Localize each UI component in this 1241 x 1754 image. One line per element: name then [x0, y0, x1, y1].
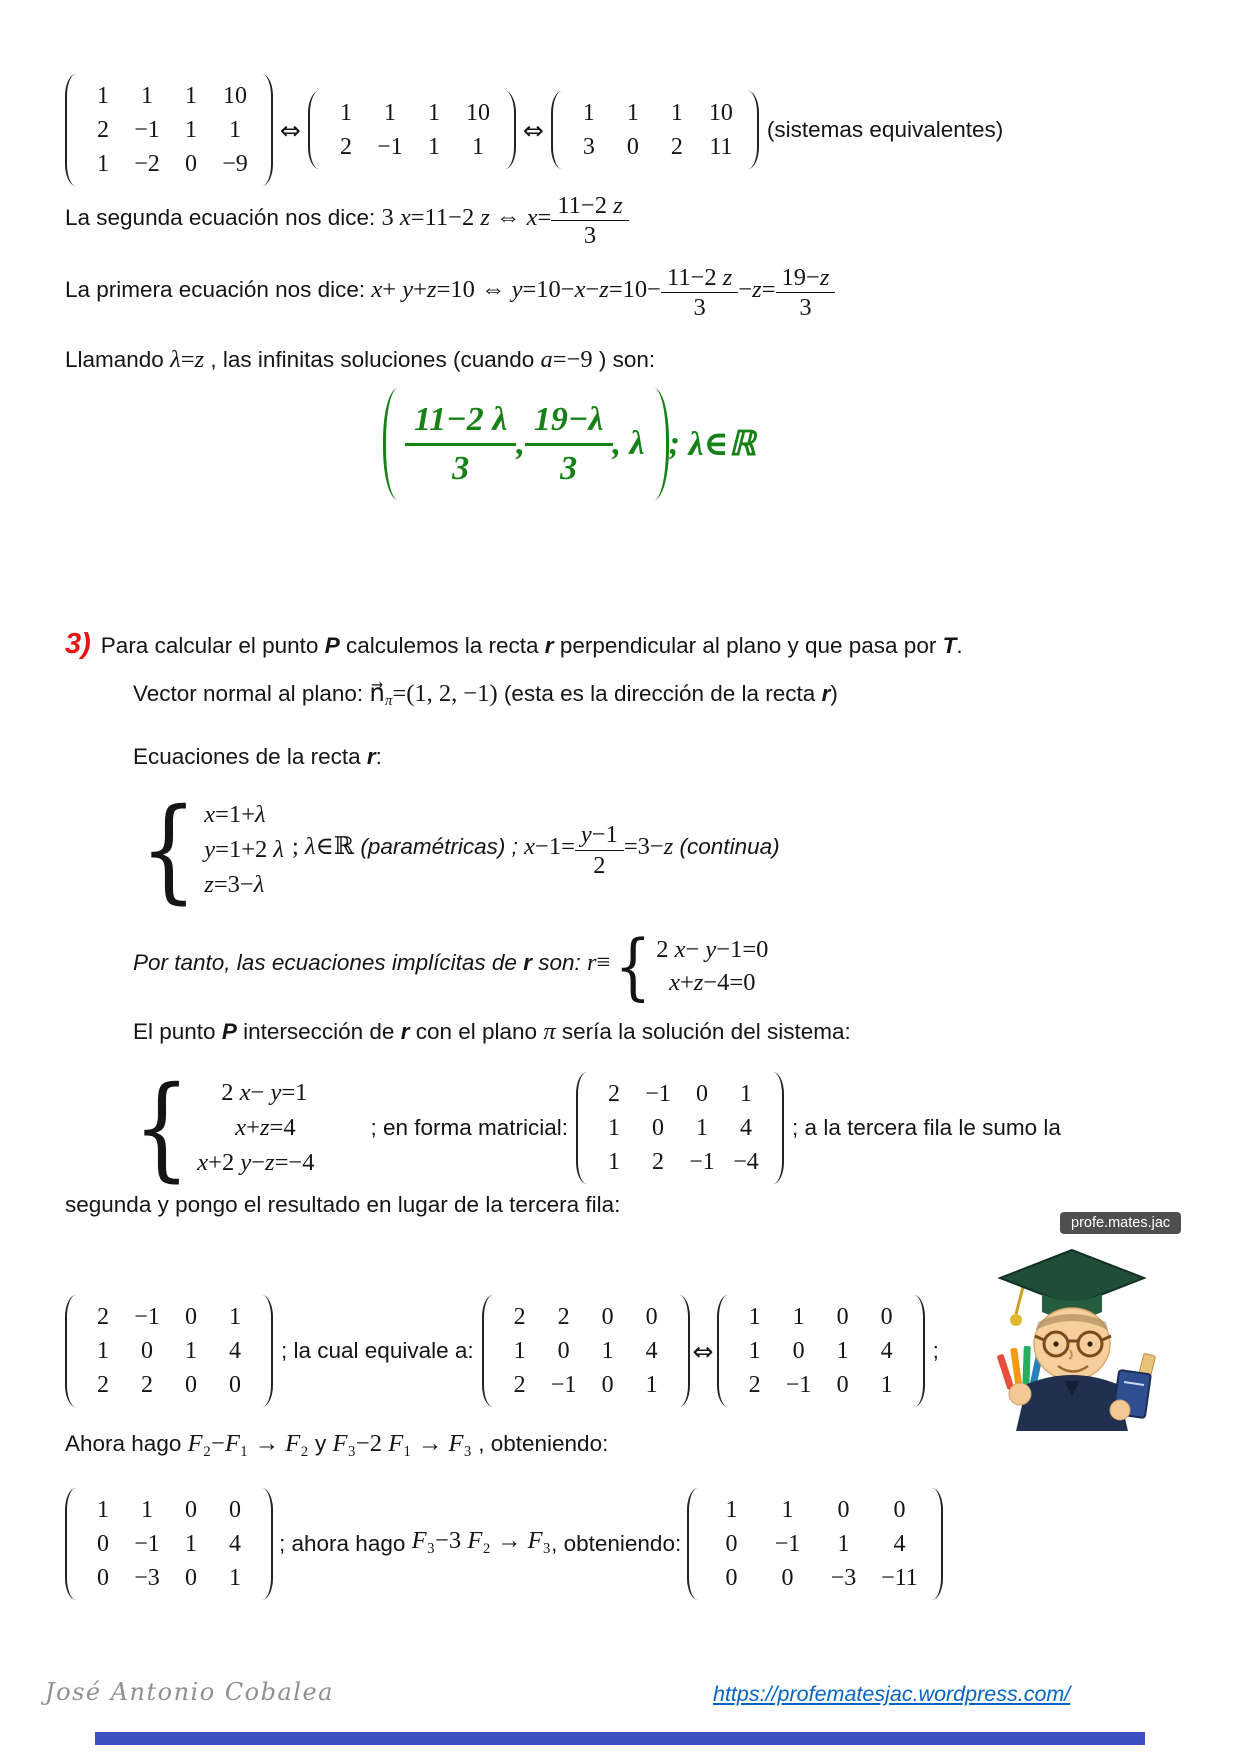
matrix-cell: −1 — [134, 1304, 160, 1330]
matrix-row — [498, 1334, 674, 1368]
matrix-cell: 2 — [513, 1372, 526, 1398]
matrix-cell: −9 — [222, 151, 248, 177]
left-brace: { — [614, 924, 652, 1008]
matrix-paren-left — [65, 1295, 78, 1407]
matrix-row — [81, 1493, 257, 1527]
matrix-cell: 0 — [97, 1531, 109, 1557]
equation: 3 x=11−2 z ⇔ x= — [381, 204, 552, 232]
fraction-numerator: 11−2 z — [661, 264, 738, 293]
matrix-row — [592, 1077, 768, 1111]
matrix-cell: 1 — [427, 134, 440, 160]
matrix-cell: 1 — [748, 1304, 761, 1330]
matrix-cell: 4 — [229, 1338, 241, 1364]
text: Ahora hago — [65, 1431, 188, 1456]
text: (esta es la dirección de la recta — [497, 681, 822, 706]
matrix-row — [733, 1368, 909, 1402]
equation: x+2 y−z=−4 — [197, 1149, 315, 1176]
text: ) son: — [592, 347, 656, 372]
equation: a=−9 — [540, 346, 593, 373]
line-segunda-pongo: segunda y pongo el resultado en lugar de la tercera fila: — [65, 1192, 621, 1217]
matrix-cell: 0 — [185, 1565, 197, 1591]
fraction-numerator: 19−λ — [525, 400, 613, 446]
matrix-cell: 0 — [781, 1565, 794, 1591]
text: , obteniendo: — [551, 1531, 688, 1556]
matrix-cell: −1 — [774, 1531, 801, 1557]
lambda-in-r: λ∈ℝ — [304, 833, 355, 861]
matrix-cell: 10 — [708, 100, 733, 126]
matrix-cell: 0 — [141, 1338, 153, 1364]
equation-z: z=3−λ — [204, 871, 265, 898]
fraction — [551, 192, 628, 250]
fraction-numerator: 11−2 λ — [405, 400, 516, 446]
matrix-cell: 2 — [608, 1081, 621, 1107]
text: Para calcular el punto — [100, 633, 325, 658]
equation-x: x=1+λ — [204, 801, 266, 828]
line-r: r — [821, 681, 831, 706]
point-T: T — [942, 633, 957, 658]
matrix-row — [324, 96, 500, 130]
fraction-numerator: 19−z — [776, 264, 836, 293]
label: La segunda ecuación nos dice: — [65, 205, 382, 231]
matrix-cell: 1 — [836, 1338, 849, 1364]
matrix-cell: 1 — [626, 100, 639, 126]
matrix-paren-left — [551, 91, 564, 169]
matrix-3x4 — [65, 1295, 273, 1407]
matrix-cell: 1 — [185, 1531, 197, 1557]
matrix-row — [733, 1334, 909, 1368]
text: , obteniendo: — [471, 1431, 609, 1456]
matrix-row — [81, 147, 257, 181]
matrix-cell: 1 — [670, 100, 683, 126]
solution-formula — [383, 388, 756, 500]
implicit-equations-block — [133, 924, 769, 1008]
matrix-cell: 1 — [97, 1497, 109, 1523]
matrix-paren-right — [746, 91, 759, 169]
matrix-cell: −3 — [134, 1565, 160, 1591]
matrix-cell: 1 — [582, 100, 595, 126]
matrix-row — [81, 1368, 257, 1402]
matrix-cell: 0 — [601, 1304, 614, 1330]
matrix-paren-right — [930, 1488, 943, 1600]
matrix-paren-left — [717, 1295, 730, 1407]
equivalence-arrow-icon: ⇔ — [522, 115, 544, 145]
text: ; ahora hago — [279, 1531, 412, 1556]
matrix-3x4 — [65, 74, 273, 186]
matrix-cell: −4 — [733, 1149, 759, 1175]
matrix-cell: −1 — [377, 134, 403, 160]
matrix-3x4 — [687, 1488, 943, 1600]
matrix-cell: 1 — [97, 1338, 109, 1364]
matrix-cell: 0 — [725, 1565, 738, 1591]
fraction — [405, 400, 516, 488]
matrix-cell: 1 — [427, 100, 440, 126]
text: y — [308, 1431, 333, 1456]
matrix-cell: −1 — [689, 1149, 715, 1175]
equation: x−1= — [524, 833, 575, 861]
matrix-cell: 1 — [725, 1497, 738, 1523]
matrix-cell: 1 — [748, 1338, 761, 1364]
hand-left — [1009, 1383, 1031, 1405]
row-operation: F₂−F₁ → F₂ — [187, 1430, 309, 1457]
matrix-paren-right — [260, 74, 273, 186]
r-identity: r≡ — [587, 949, 611, 977]
matrix-cell: 2 — [141, 1372, 153, 1398]
left-brace: { — [133, 1063, 191, 1193]
lambda-term: , λ — [612, 425, 645, 462]
text: El punto — [133, 1019, 222, 1044]
matrix-paren-left — [687, 1488, 700, 1600]
fraction — [776, 264, 836, 322]
matrix-cell: 2 — [97, 1304, 109, 1330]
equation: =3−z — [623, 833, 674, 861]
fraction-denominator: 2 — [593, 851, 606, 879]
matrix-paren-left — [482, 1295, 495, 1407]
matrix-cell: 2 — [652, 1149, 665, 1175]
matrix-row — [81, 113, 257, 147]
matrix-cell: 1 — [229, 117, 241, 143]
matrix-cell: 0 — [792, 1338, 805, 1364]
matrix-paren-left — [576, 1072, 589, 1184]
body — [1016, 1375, 1128, 1431]
matrix-3x4 — [576, 1072, 784, 1184]
section-number: 3) — [65, 628, 91, 660]
left-brace: { — [140, 785, 198, 915]
teacher-avatar-illustration — [972, 1236, 1172, 1431]
matrix-cell: 1 — [97, 83, 109, 109]
matrix-row — [592, 1145, 768, 1179]
text: Llamando — [65, 347, 171, 372]
equivalent-systems-row — [65, 74, 1003, 186]
matrix-cell: 3 — [582, 134, 595, 160]
matrix-cell: 1 — [696, 1115, 709, 1141]
semicolon: ; — [292, 833, 305, 861]
text: sería la solución del sistema: — [555, 1019, 851, 1044]
matrix-cell: 0 — [893, 1497, 906, 1523]
matrix-cell: 1 — [185, 83, 197, 109]
matrix-cell: 11 — [709, 134, 733, 160]
matrix-cell: 1 — [185, 117, 197, 143]
matrix-cell: 2 — [670, 134, 683, 160]
equation: x+ y+z=10 ⇔ y=10−x−z=10− — [371, 276, 661, 304]
matrix-cell: 1 — [601, 1338, 614, 1364]
system-lines — [197, 1079, 314, 1177]
matrix-cell: 0 — [185, 1497, 197, 1523]
line-r: r — [544, 633, 554, 658]
matrix-row — [703, 1527, 927, 1561]
note-sistemas-equivalentes: (sistemas equivalentes) — [766, 117, 1004, 142]
parametric-lines — [204, 801, 284, 899]
point-P: P — [221, 1019, 237, 1044]
matrix-cell: 1 — [880, 1372, 893, 1398]
matrix-cell: −1 — [134, 1531, 160, 1557]
matrix-cell: 1 — [645, 1372, 658, 1398]
matrix-cell: 0 — [185, 151, 197, 177]
line-r: r — [366, 744, 376, 769]
matrix-cell: −3 — [830, 1565, 857, 1591]
vector-n: n⃗ — [369, 680, 385, 707]
parametric-equations-block — [133, 785, 780, 915]
matrix-cell: 1 — [141, 1497, 153, 1523]
matrix-cell: −1 — [134, 117, 160, 143]
matrix-cell: 4 — [645, 1338, 658, 1364]
matrix-cell: −1 — [550, 1372, 577, 1398]
matrix-row — [498, 1300, 674, 1334]
final-matrices-row — [65, 1488, 943, 1600]
matrix-cell: 1 — [781, 1497, 794, 1523]
matrix-cell: 0 — [836, 1372, 849, 1398]
label: Vector normal al plano: — [133, 681, 370, 706]
matrix-cell: 4 — [229, 1531, 241, 1557]
text-la-cual-equivale: ; la cual equivale a: — [281, 1338, 474, 1363]
matrix-cell: 2 — [557, 1304, 570, 1330]
matrix-row — [567, 130, 743, 164]
matrix-cell: 1 — [383, 100, 396, 126]
matrix-cell: 0 — [97, 1565, 109, 1591]
matrix-cell: 0 — [696, 1081, 709, 1107]
watermark-badge: profe.mates.jac — [1060, 1212, 1181, 1234]
matrix-2x4 — [551, 91, 759, 169]
note-parametricas: (paramétricas) ; — [354, 834, 525, 860]
matrix-row — [733, 1300, 909, 1334]
fraction — [575, 821, 624, 879]
equation-y: y=1+2 λ — [204, 836, 285, 863]
matrix-cell: 2 — [513, 1304, 526, 1330]
matrix-2x4 — [308, 91, 516, 169]
line-vector-normal — [133, 678, 838, 710]
implicit-lines — [656, 936, 768, 997]
line-punto-p — [133, 1018, 851, 1046]
text: Ecuaciones de la recta — [133, 744, 367, 769]
text: Por tanto, las ecuaciones implícitas de — [133, 950, 524, 976]
paren-left — [383, 388, 401, 500]
fraction-denominator: 3 — [583, 222, 597, 250]
matrix-cell: 2 — [339, 134, 352, 160]
vector-subscript: π — [384, 693, 393, 710]
text: perpendicular al plano y que pasa por — [553, 633, 943, 658]
matrix-cell: 1 — [837, 1531, 850, 1557]
matrix-cell: 2 — [97, 1372, 109, 1398]
matrix-row — [567, 96, 743, 130]
matrix-cell: 1 — [792, 1304, 805, 1330]
equivalence-arrow-icon: ⇔ — [692, 1336, 714, 1366]
matrix-cell: 1 — [229, 1565, 241, 1591]
matrix-cell: 0 — [725, 1531, 738, 1557]
text: son: — [531, 950, 587, 976]
text-tercera-fila: ; a la tercera fila le sumo la — [792, 1115, 1061, 1140]
matrix-cell: 4 — [893, 1531, 906, 1557]
equation: x+z−4=0 — [669, 968, 756, 996]
matrix-paren-right — [260, 1295, 273, 1407]
matrix-cell: 10 — [465, 100, 490, 126]
matrix-cell: 1 — [141, 83, 153, 109]
matrix-cell: 1 — [471, 134, 484, 160]
matrix-cell: 1 — [229, 1304, 241, 1330]
matrix-paren-right — [912, 1295, 925, 1407]
matrix-paren-right — [677, 1295, 690, 1407]
matrix-cell: 1 — [185, 1338, 197, 1364]
matrix-row — [324, 130, 500, 164]
comma: , — [516, 425, 525, 462]
matrix-cell: 1 — [339, 100, 352, 126]
line-primera-ecuacion — [65, 264, 835, 322]
matrix-cell: 0 — [880, 1304, 893, 1330]
equation: 2 x− y=1 — [221, 1079, 308, 1106]
line-r: r — [523, 950, 532, 976]
matrix-paren-right — [503, 91, 516, 169]
fraction-denominator: 3 — [452, 450, 470, 487]
matrix-3x4 — [482, 1295, 690, 1407]
matrix-paren-left — [308, 91, 321, 169]
fraction-denominator: 3 — [693, 294, 706, 322]
matrix-cell: 0 — [837, 1497, 850, 1523]
matrix-cell: 1 — [608, 1115, 621, 1141]
matrix-cell: −2 — [134, 151, 160, 177]
matrix-cell: 1 — [513, 1338, 526, 1364]
matrix-cell: 0 — [645, 1304, 658, 1330]
matrix-row — [498, 1368, 674, 1402]
text: ) — [830, 681, 838, 706]
text-en-forma-matricial: ; en forma matricial: — [370, 1115, 569, 1140]
author-signature: José Antonio Cobalea — [45, 1678, 334, 1706]
text: . — [956, 633, 963, 658]
equation: −z= — [738, 276, 776, 304]
matrix-row — [81, 79, 257, 113]
matrix-cell: 0 — [185, 1372, 197, 1398]
row-operation: F₃−3 F₂ → F₃ — [411, 1527, 552, 1555]
footer-blue-bar — [95, 1732, 1145, 1745]
matrix-cell: 0 — [185, 1304, 197, 1330]
line-r: r — [400, 1019, 410, 1044]
matrix-cell: 0 — [557, 1338, 570, 1364]
matrix-row — [81, 1300, 257, 1334]
matrix-row — [81, 1334, 257, 1368]
line-ecuaciones-recta — [133, 744, 382, 770]
text: , las infinitas soluciones (cuando — [204, 347, 541, 372]
section-3-heading — [65, 628, 963, 661]
matrix-cell: 0 — [601, 1372, 614, 1398]
fraction-denominator: 3 — [799, 294, 812, 322]
line-segunda-ecuacion — [65, 192, 629, 250]
line-ahora-hago — [65, 1430, 608, 1458]
matrix-cell: 0 — [229, 1372, 241, 1398]
matrix-cell: 2 — [748, 1372, 761, 1398]
matrix-cell: 4 — [880, 1338, 893, 1364]
semicolon: ; — [932, 1338, 939, 1363]
system-matrix-block — [126, 1063, 1061, 1193]
point-P: P — [324, 633, 340, 658]
fraction — [525, 400, 613, 488]
matrix-paren-left — [65, 74, 78, 186]
matrix-cell: 0 — [652, 1115, 665, 1141]
fraction-numerator: y−1 — [575, 821, 624, 850]
equation: λ=z — [170, 346, 205, 373]
matrix-cell: −1 — [645, 1081, 671, 1107]
matrix-row — [81, 1561, 257, 1595]
plane-pi: π — [543, 1018, 556, 1045]
matrix-paren-right — [771, 1072, 784, 1184]
row-reduction-matrices — [65, 1295, 939, 1407]
fraction-denominator: 3 — [560, 450, 578, 487]
line-llamando — [65, 346, 655, 374]
matrix-3x4 — [65, 1488, 273, 1600]
text: con el plano — [409, 1019, 544, 1044]
row-operation: F₃−2 F₁ → F₃ — [332, 1430, 472, 1457]
semicolon: ; — [668, 425, 689, 462]
footer-link[interactable]: https://profematesjac.wordpress.com/ — [713, 1682, 1071, 1706]
matrix-cell: 1 — [608, 1149, 621, 1175]
matrix-cell: 4 — [740, 1115, 753, 1141]
matrix-cell: 10 — [223, 83, 247, 109]
matrix-row — [703, 1493, 927, 1527]
equivalence-arrow-icon: ⇔ — [280, 115, 301, 145]
matrix-row — [592, 1111, 768, 1145]
matrix-row — [81, 1527, 257, 1561]
matrix-cell: −11 — [881, 1565, 918, 1591]
matrix-cell: 0 — [836, 1304, 849, 1330]
matrix-cell: 1 — [97, 151, 109, 177]
matrix-paren-left — [65, 1488, 78, 1600]
matrix-cell: 2 — [97, 117, 109, 143]
text: intersección de — [236, 1019, 401, 1044]
note-continua: (continua) — [673, 834, 780, 860]
equation: x+z=4 — [235, 1114, 296, 1141]
matrix-cell: 0 — [229, 1497, 241, 1523]
matrix-3x4 — [717, 1295, 925, 1407]
paren-right — [651, 388, 669, 500]
label: La primera ecuación nos dice: — [65, 277, 372, 303]
text: : — [375, 744, 382, 769]
equation: 2 x− y−1=0 — [656, 935, 769, 963]
matrix-cell: 0 — [626, 134, 639, 160]
matrix-paren-right — [260, 1488, 273, 1600]
matrix-cell: −1 — [785, 1372, 812, 1398]
matrix-row — [703, 1561, 927, 1595]
fraction — [661, 264, 738, 322]
lambda-in-r: λ∈ℝ — [688, 426, 756, 463]
notebook-icon — [1110, 1353, 1156, 1420]
fraction-numerator: 11−2 z — [551, 192, 628, 221]
equation: =(1, 2, −1) — [392, 680, 498, 707]
eye-right — [1087, 1341, 1092, 1346]
eye-left — [1053, 1341, 1058, 1346]
text: calculemos la recta — [339, 633, 545, 658]
matrix-cell: 1 — [740, 1081, 753, 1107]
